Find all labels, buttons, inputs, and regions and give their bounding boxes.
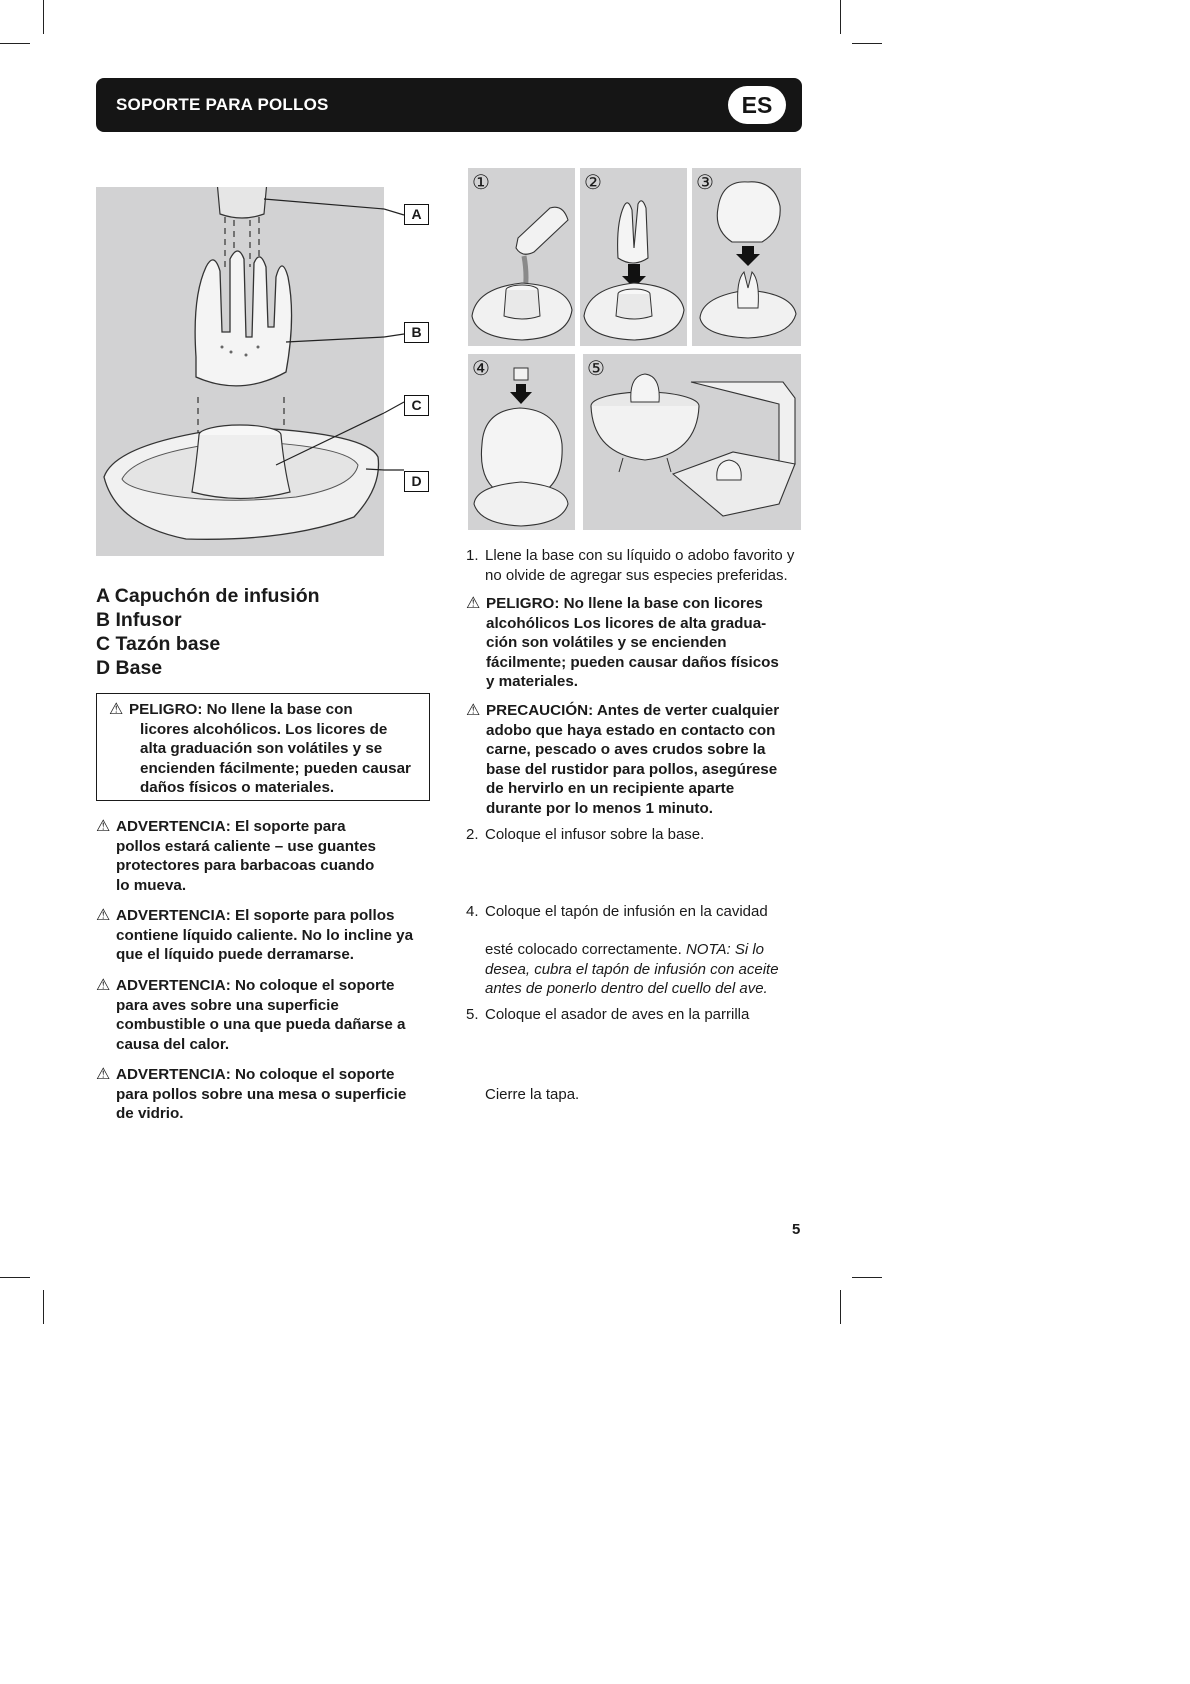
callout-a: A bbox=[404, 204, 429, 225]
warning-triangle-icon: ⚠ bbox=[96, 818, 111, 835]
crop-mark bbox=[840, 1290, 841, 1324]
part-d-label: D Base bbox=[96, 657, 163, 679]
part-c-label: C Tazón base bbox=[96, 633, 221, 655]
section-title: SOPORTE PARA POLLOS bbox=[116, 95, 329, 114]
part-a-label: A Capuchón de infusión bbox=[96, 585, 320, 607]
warning-triangle-icon: ⚠ bbox=[466, 595, 481, 612]
step-number-2: ② bbox=[584, 172, 602, 194]
crop-mark bbox=[840, 0, 841, 34]
step-4-continued: esté colocado correctamente. NOTA: Si lo desea, cubra el tapón de infusión con aceite antes de ponerlo dentro del cuello del ave. bbox=[485, 941, 779, 997]
step-panel-3 bbox=[692, 168, 801, 346]
step-panel-1 bbox=[468, 168, 575, 346]
part-b-label: B Infusor bbox=[96, 609, 182, 631]
warning-triangle-icon: ⚠ bbox=[466, 702, 481, 719]
warning-triangle-icon: ⚠ bbox=[96, 907, 111, 924]
crop-mark bbox=[0, 1277, 30, 1278]
step-caution-marinade: ⚠ PRECAUCIÓN: Antes de verter cualquier adobo que haya estado en contacto con carne, pescado o aves crudos sobre la base del rustidor para pollos, asegúrese de hervirlo en un recipiente aparte durante por lo menos 1 minuto. bbox=[466, 702, 780, 817]
crop-mark bbox=[43, 0, 44, 34]
crop-mark bbox=[0, 43, 30, 44]
warning-glass-surface: ⚠ ADVERTENCIA: No coloque el soporte para pollos sobre una mesa o superficie de vidrio. bbox=[96, 1066, 407, 1122]
parts-diagram bbox=[96, 187, 384, 556]
crop-mark bbox=[852, 43, 882, 44]
danger-notice-box: ⚠ PELIGRO: No llene la base con licores alcohólicos. Los licores de alta graduación son volátiles y se encienden fácilmente; pueden causar daños físicos o materiales. bbox=[96, 693, 430, 801]
step-danger-alcohol: ⚠ PELIGRO: No llene la base con licores alcohólicos Los licores de alta gradua- ción son volátiles y se encienden fácilmente; pueden causar daños físicos y materiales. bbox=[466, 595, 779, 690]
section-header bbox=[96, 78, 802, 132]
warning-triangle-icon: ⚠ bbox=[96, 1066, 111, 1083]
step-number-1: ① bbox=[472, 172, 490, 194]
step-5-close-lid: Cierre la tapa. bbox=[485, 1086, 580, 1103]
crop-mark bbox=[852, 1277, 882, 1278]
step-5: 5. Coloque el asador de aves en la parrilla bbox=[466, 1006, 750, 1023]
warning-triangle-icon: ⚠ bbox=[109, 701, 124, 718]
step-2: 2. Coloque el infusor sobre la base. bbox=[466, 826, 705, 843]
step-number-4: ④ bbox=[472, 358, 490, 380]
step-panel-2 bbox=[580, 168, 687, 346]
page-number: 5 bbox=[792, 1221, 801, 1238]
callout-d: D bbox=[404, 471, 429, 492]
language-badge: ES bbox=[728, 86, 786, 124]
warning-triangle-icon: ⚠ bbox=[96, 977, 111, 994]
warning-hot-liquid: ⚠ ADVERTENCIA: El soporte para pollos contiene líquido caliente. No lo incline ya que el líquido puede derramarse. bbox=[96, 907, 414, 963]
step-number-3: ③ bbox=[696, 172, 714, 194]
warning-hot-stand: ⚠ ADVERTENCIA: El soporte para pollos estará caliente – use guantes protectores para barbacoas cuando lo mueva. bbox=[96, 818, 376, 894]
step-4: 4. Coloque el tapón de infusión en la cavidad bbox=[466, 903, 768, 920]
grill-placement-illustration bbox=[583, 354, 801, 530]
step-panel-5 bbox=[583, 354, 801, 530]
step-panel-4 bbox=[468, 354, 575, 530]
crop-mark bbox=[43, 1290, 44, 1324]
callout-c: C bbox=[404, 395, 429, 416]
step-1: 1. Llene la base con su líquido o adobo favorito y no olvide de agregar sus especies preferidas. bbox=[466, 547, 795, 584]
callout-b: B bbox=[404, 322, 429, 343]
step-number-5: ⑤ bbox=[587, 358, 605, 380]
chicken-roaster-exploded-illustration bbox=[96, 187, 384, 556]
warning-combustible-surface: ⚠ ADVERTENCIA: No coloque el soporte para aves sobre una superficie combustible o una que pueda dañarse a causa del calor. bbox=[96, 977, 406, 1053]
